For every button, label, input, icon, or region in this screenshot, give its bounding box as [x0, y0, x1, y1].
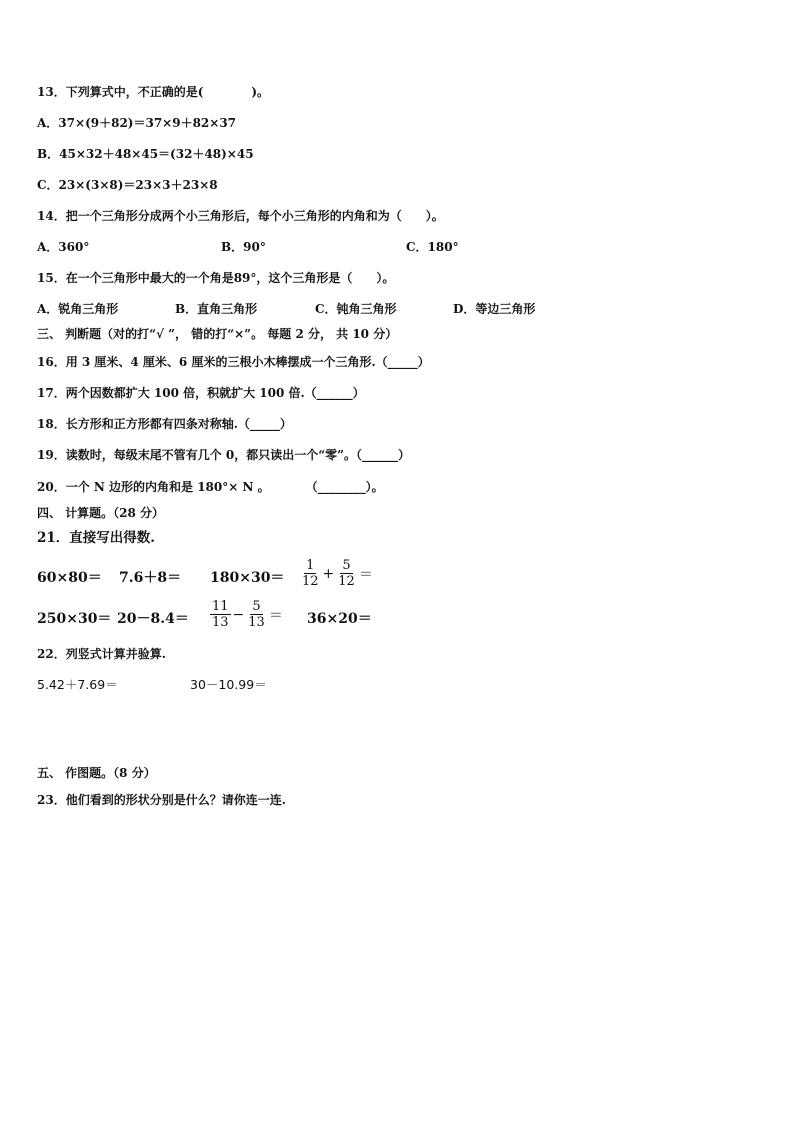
q15-option-b: B．直角三角形	[175, 302, 258, 316]
q22-expr-2: 30－10.99＝	[190, 677, 267, 692]
q22-stem: 22．列竖式计算并验算.	[37, 647, 166, 661]
q14-stem: 14．把一个三角形分成两个小三角形后，每个小三角形的内角和为（ ）。	[37, 209, 444, 223]
plus-operator: +	[322, 565, 335, 582]
q21-fraction-difference	[209, 599, 284, 630]
fraction-denominator: 13	[248, 615, 265, 630]
fraction-5-13	[246, 599, 267, 630]
q21-expr-2: 7.6＋8＝	[119, 570, 182, 586]
q13-option-b: B．45×32＋48×45＝(32＋48)×45	[37, 147, 254, 161]
equals-sign: ＝	[268, 607, 283, 624]
fraction-denominator: 13	[212, 615, 229, 630]
q21-expr-5: 20－8.4＝	[117, 611, 189, 627]
q21-expr-6: 36×20＝	[307, 611, 372, 627]
section4-title: 四、 计算题。（28 分）	[37, 506, 165, 520]
fraction-1-12	[300, 558, 321, 589]
q21-expr-4: 250×30＝	[37, 611, 112, 627]
fraction-numerator: 1	[306, 558, 315, 573]
fraction-11-13	[210, 599, 231, 630]
q13-option-c: C．23×(3×8)＝23×3＋23×8	[37, 178, 218, 192]
q21-fraction-sum	[299, 558, 374, 589]
q15-option-c: C．钝角三角形	[315, 302, 397, 316]
fraction-5-12	[336, 558, 357, 589]
q20-item: 20．一个 N 边形的内角和是 180°× N 。 （________）。	[37, 480, 384, 494]
fraction-denominator: 12	[302, 574, 319, 589]
q13-stem: 13．下列算式中，不正确的是( )。	[37, 85, 270, 99]
q16-item: 16．用 3 厘米、4 厘米、6 厘米的三根小木棒摆成一个三角形.（_____）	[37, 355, 430, 369]
q14-option-c: C．180°	[406, 240, 459, 254]
q18-item: 18．长方形和正方形都有四条对称轴.（_____）	[37, 417, 292, 431]
q14-option-b: B．90°	[221, 240, 266, 254]
equals-sign: ＝	[358, 566, 373, 583]
q13-option-a: A．37×(9＋82)＝37×9＋82×37	[37, 116, 237, 130]
q19-item: 19．读数时，每级末尾不管有几个 0，都只读出一个“零”。（______）	[37, 448, 411, 462]
q15-option-d: D．等边三角形	[453, 302, 536, 316]
q14-option-a: A．360°	[37, 240, 90, 254]
fraction-numerator: 5	[342, 558, 351, 573]
q15-stem: 15．在一个三角形中最大的一个角是89°，这个三角形是（ ）。	[37, 271, 395, 285]
q21-stem: 21．直接写出得数.	[37, 530, 155, 546]
fraction-denominator: 12	[338, 574, 355, 589]
q21-expr-3: 180×30＝	[210, 570, 285, 586]
section3-title: 三、 判断题（对的打“√ ”， 错的打“×”。 每题 2 分， 共 10 分）	[37, 327, 398, 341]
q22-expr-1: 5.42＋7.69＝	[37, 677, 118, 692]
fraction-numerator: 5	[252, 599, 261, 614]
q15-option-a: A．锐角三角形	[37, 302, 119, 316]
q21-expr-1: 60×80＝	[37, 570, 102, 586]
section5-title: 五、 作图题。（8 分）	[37, 766, 156, 780]
q17-item: 17．两个因数都扩大 100 倍，积就扩大 100 倍.（______）	[37, 386, 365, 400]
fraction-numerator: 11	[212, 599, 229, 614]
q23-stem: 23．他们看到的形状分别是什么？请你连一连.	[37, 793, 286, 807]
minus-operator: −	[232, 606, 245, 623]
